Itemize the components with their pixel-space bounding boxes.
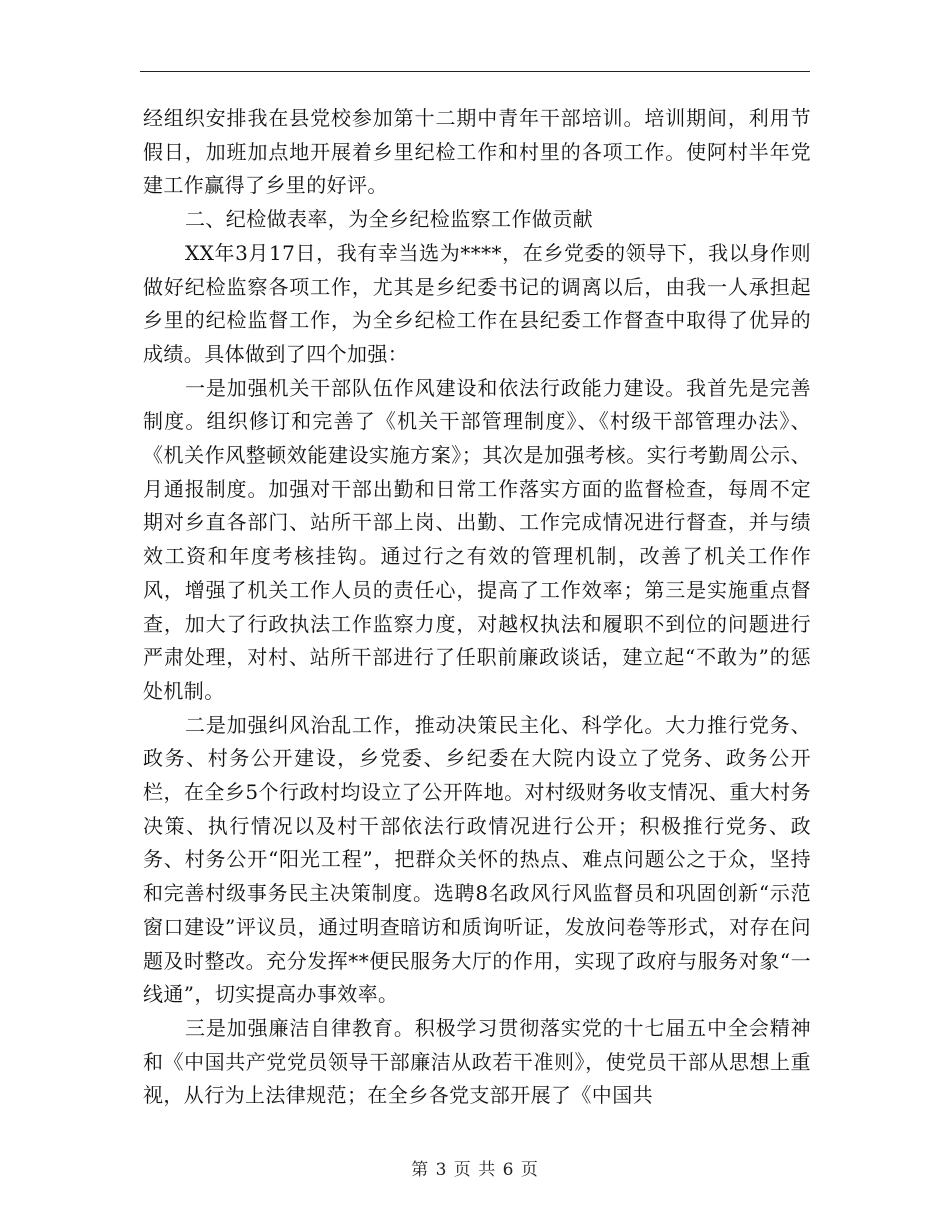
document-body (143, 102, 811, 1113)
paragraph-1: 经组织安排我在县党校参加第十二期中青年干部培训。培训期间，利用节假日，加班加点地开展着乡里纪检工作和村里的各项工作。使阿村半年党建工作赢得了乡里的好评。 (143, 106, 811, 198)
page-number-footer: 第 3 页 共 6 页 (411, 1160, 539, 1180)
paragraph-6: 三是加强廉洁自律教育。积极学习贯彻落实党的十七届五中全会精神和《中国共产党党员领导干部廉洁从政若干准则》，使党员干部从思想上重视，从行为上法律规范；在全乡各党支部开展了《中国共 (143, 1015, 811, 1108)
paragraph-4: 一是加强机关干部队伍作风建设和依法行政能力建设。我首先是完善制度。组织修订和完善了《机关干部管理制度》、《村级干部管理办法》、《机关作风整顿效能建设实施方案》；其次是加强考核。实行考勤周公示、月通报制度。加强对干部出勤和日常工作落实方面的监督检查，每周不定期对乡直各部门、站所干部上岗、出勤、工作完成情况进行督查，并与绩效工资和年度考核挂钩。通过行之有效的管理机制，改善了机关工作作风，增强了机关工作人员的责任心，提高了工作效率；第三是实施重点督查，加大了行政执法工作监察力度，对越权执法和履职不到位的问题进行严肃处理，对村、站所干部进行了任职前廉政谈话，建立起“不敢为”的惩处机制。 (143, 375, 811, 703)
paragraph-3: XX年3月17日，我有幸当选为****，在乡党委的领导下，我以身作则做好纪检监察各项工作，尤其是乡纪委书记的调离以后，由我一人承担起乡里的纪检监督工作，为全乡纪检工作在县纪委工作督查中取得了优异的成绩。具体做到了四个加强： (143, 240, 811, 366)
section-heading-2: 二、纪检做表率，为全乡纪检监察工作做贡献 (185, 207, 593, 232)
paragraph-5: 二是加强纠风治乱工作，推动决策民主化、科学化。大力推行党务、政务、村务公开建设，乡党委、乡纪委在大院内设立了党务、政务公开栏，在全乡5个行政村均设立了公开阵地。对村级财务收支情况、重大村务决策、执行情况以及村干部依法行政情况进行公开；积极推行党务、政务、村务公开“阳光工程”，把群众关怀的热点、难点问题公之于众，坚持和完善村级事务民主决策制度。选聘8名政风行风监督员和巩固创新“示范窗口建设”评议员，通过明查暗访和质询听证，发放问卷等形式，对存在问题及时整改。充分发挥**便民服务大厅的作用，实现了政府与服务对象“一线通”，切实提高办事效率。 (143, 712, 811, 1007)
header-rule (140, 71, 810, 72)
